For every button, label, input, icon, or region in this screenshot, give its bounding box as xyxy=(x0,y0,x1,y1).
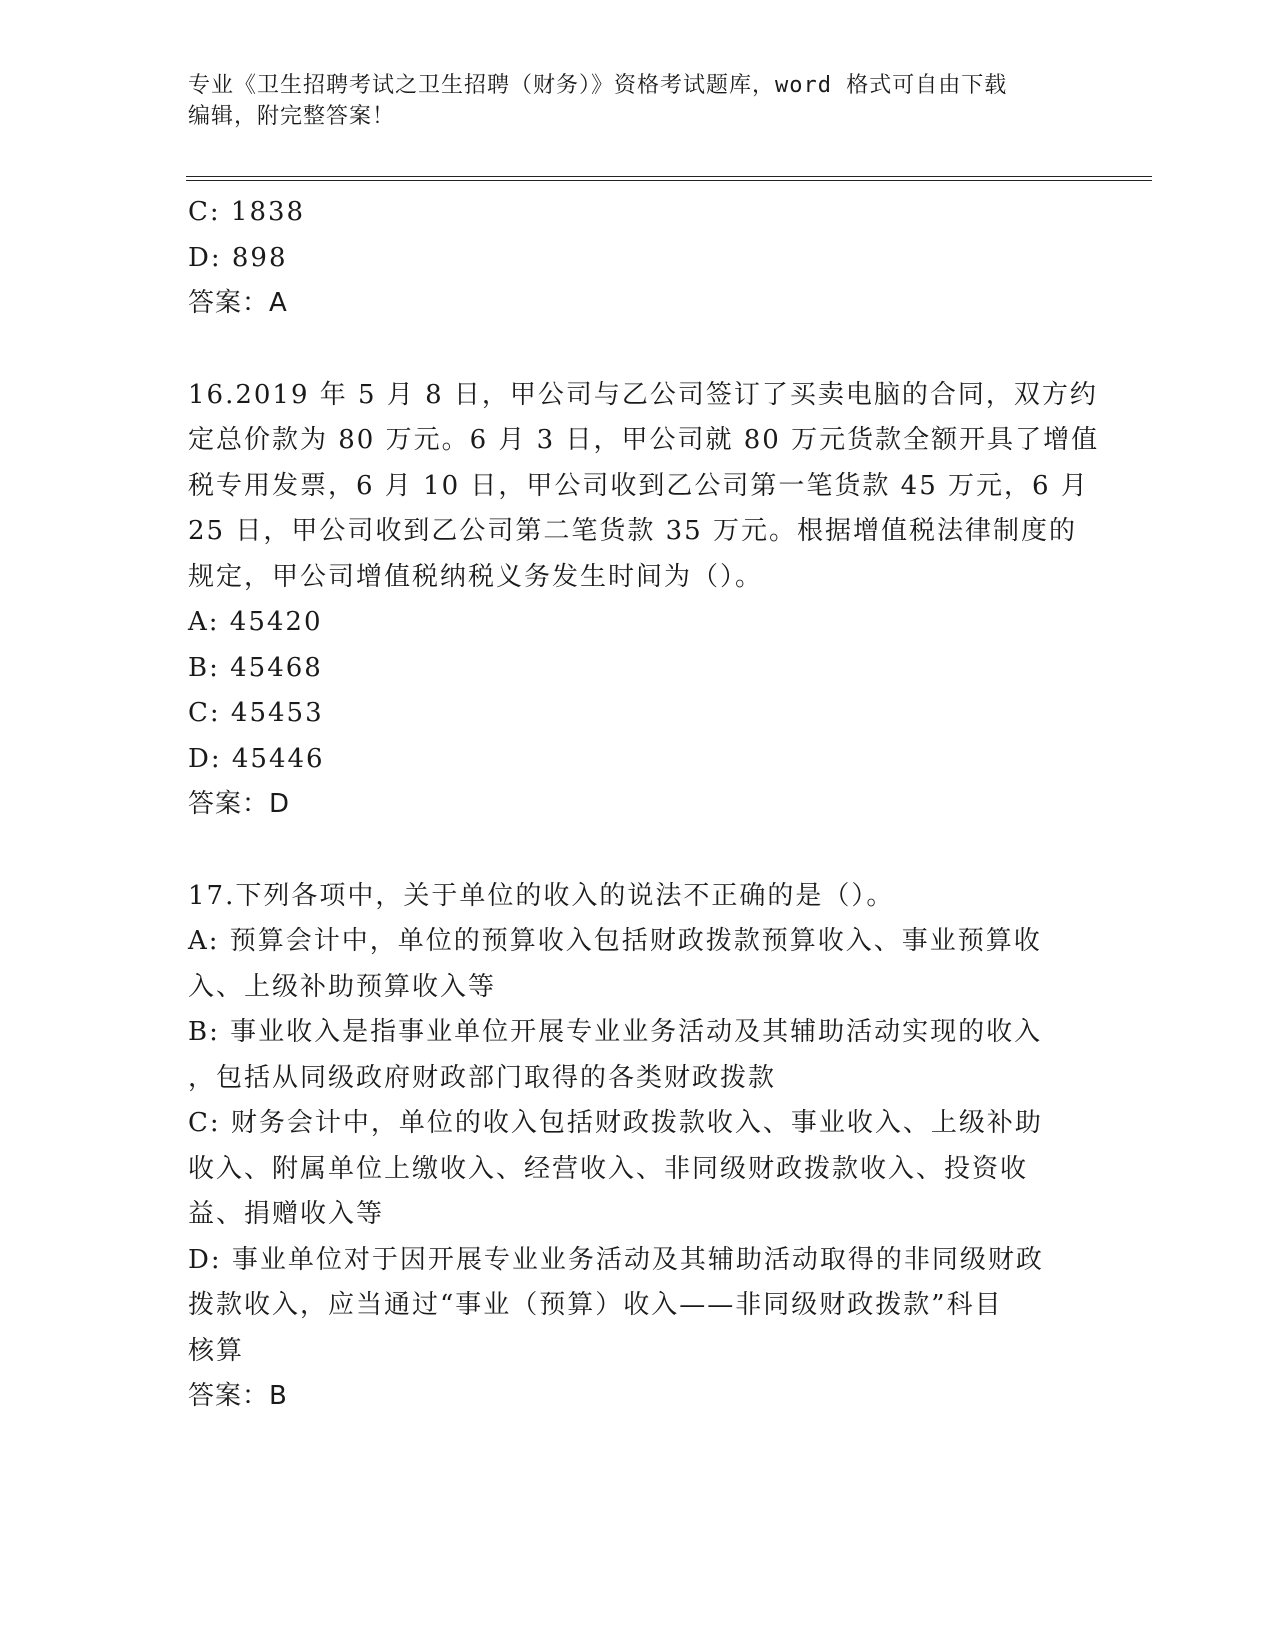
option-d-line: 拨款收入，应当通过“事业（预算）收入——非同级财政拨款”科目 xyxy=(188,1290,1003,1320)
option-c-line: 收入、附属单位上缴收入、经营收入、非同级财政拨款收入、投资收 xyxy=(188,1153,1029,1184)
question-17 xyxy=(188,874,1088,1420)
option-d: D: 45446 xyxy=(188,743,325,774)
question-stem-line: 定总价款为 80 万元。6 月 3 日，甲公司就 80 万元货款全额开具了增值 xyxy=(188,425,1100,455)
question-stem-line: 16.2019 年 5 月 8 日，甲公司与乙公司签订了买卖电脑的合同，双方约 xyxy=(188,379,1098,410)
option-a: A: 45420 xyxy=(188,607,323,637)
answer: 答案：A xyxy=(188,288,288,318)
header-divider xyxy=(186,176,1152,181)
option-b-line: ，包括从同级政府财政部门取得的各类财政拨款 xyxy=(188,1062,777,1093)
document-body xyxy=(188,190,1100,1420)
header-line-2: 编辑，附完整答案！ xyxy=(188,104,396,129)
question-16 xyxy=(188,373,1100,828)
option-c: C: 1838 xyxy=(188,197,306,227)
option-d-line: D: 事业单位对于因开展专业业务活动及其辅助活动取得的非同级财政 xyxy=(188,1244,1044,1275)
question-stem-line: 17.下列各项中，关于单位的收入的说法不正确的是（）。 xyxy=(188,880,895,911)
option-b-line: B: 事业收入是指事业单位开展专业业务活动及其辅助活动实现的收入 xyxy=(188,1017,1043,1047)
option-d-line: 核算 xyxy=(188,1335,245,1366)
option-c: C: 45453 xyxy=(188,698,324,728)
option-c-line: 益、捐赠收入等 xyxy=(188,1199,385,1229)
option-a-line: 入、上级补助预算收入等 xyxy=(188,971,497,1002)
header-line-1: 专业《卫生招聘考试之卫生招聘（财务）》资格考试题库，word 格式可自由下载 xyxy=(188,73,1008,98)
option-b: B: 45468 xyxy=(188,652,323,683)
page-header xyxy=(188,70,1088,132)
prev-question-tail xyxy=(188,190,1088,327)
option-a-line: A: 预算会计中，单位的预算收入包括财政拨款预算收入、事业预算收 xyxy=(188,926,1042,956)
option-d: D: 898 xyxy=(188,242,288,273)
question-stem-line: 25 日，甲公司收到乙公司第二笔货款 35 万元。根据增值税法律制度的 xyxy=(188,516,1077,546)
answer: 答案：D xyxy=(188,789,291,819)
option-c-line: C: 财务会计中，单位的收入包括财政拨款收入、事业收入、上级补助 xyxy=(188,1108,1043,1138)
question-stem-line: 规定，甲公司增值税纳税义务发生时间为（）。 xyxy=(188,561,764,592)
answer: 答案：B xyxy=(188,1381,288,1411)
question-stem-line: 税专用发票，6 月 10 日，甲公司收到乙公司第一笔货款 45 万元，6 月 xyxy=(188,470,1089,501)
